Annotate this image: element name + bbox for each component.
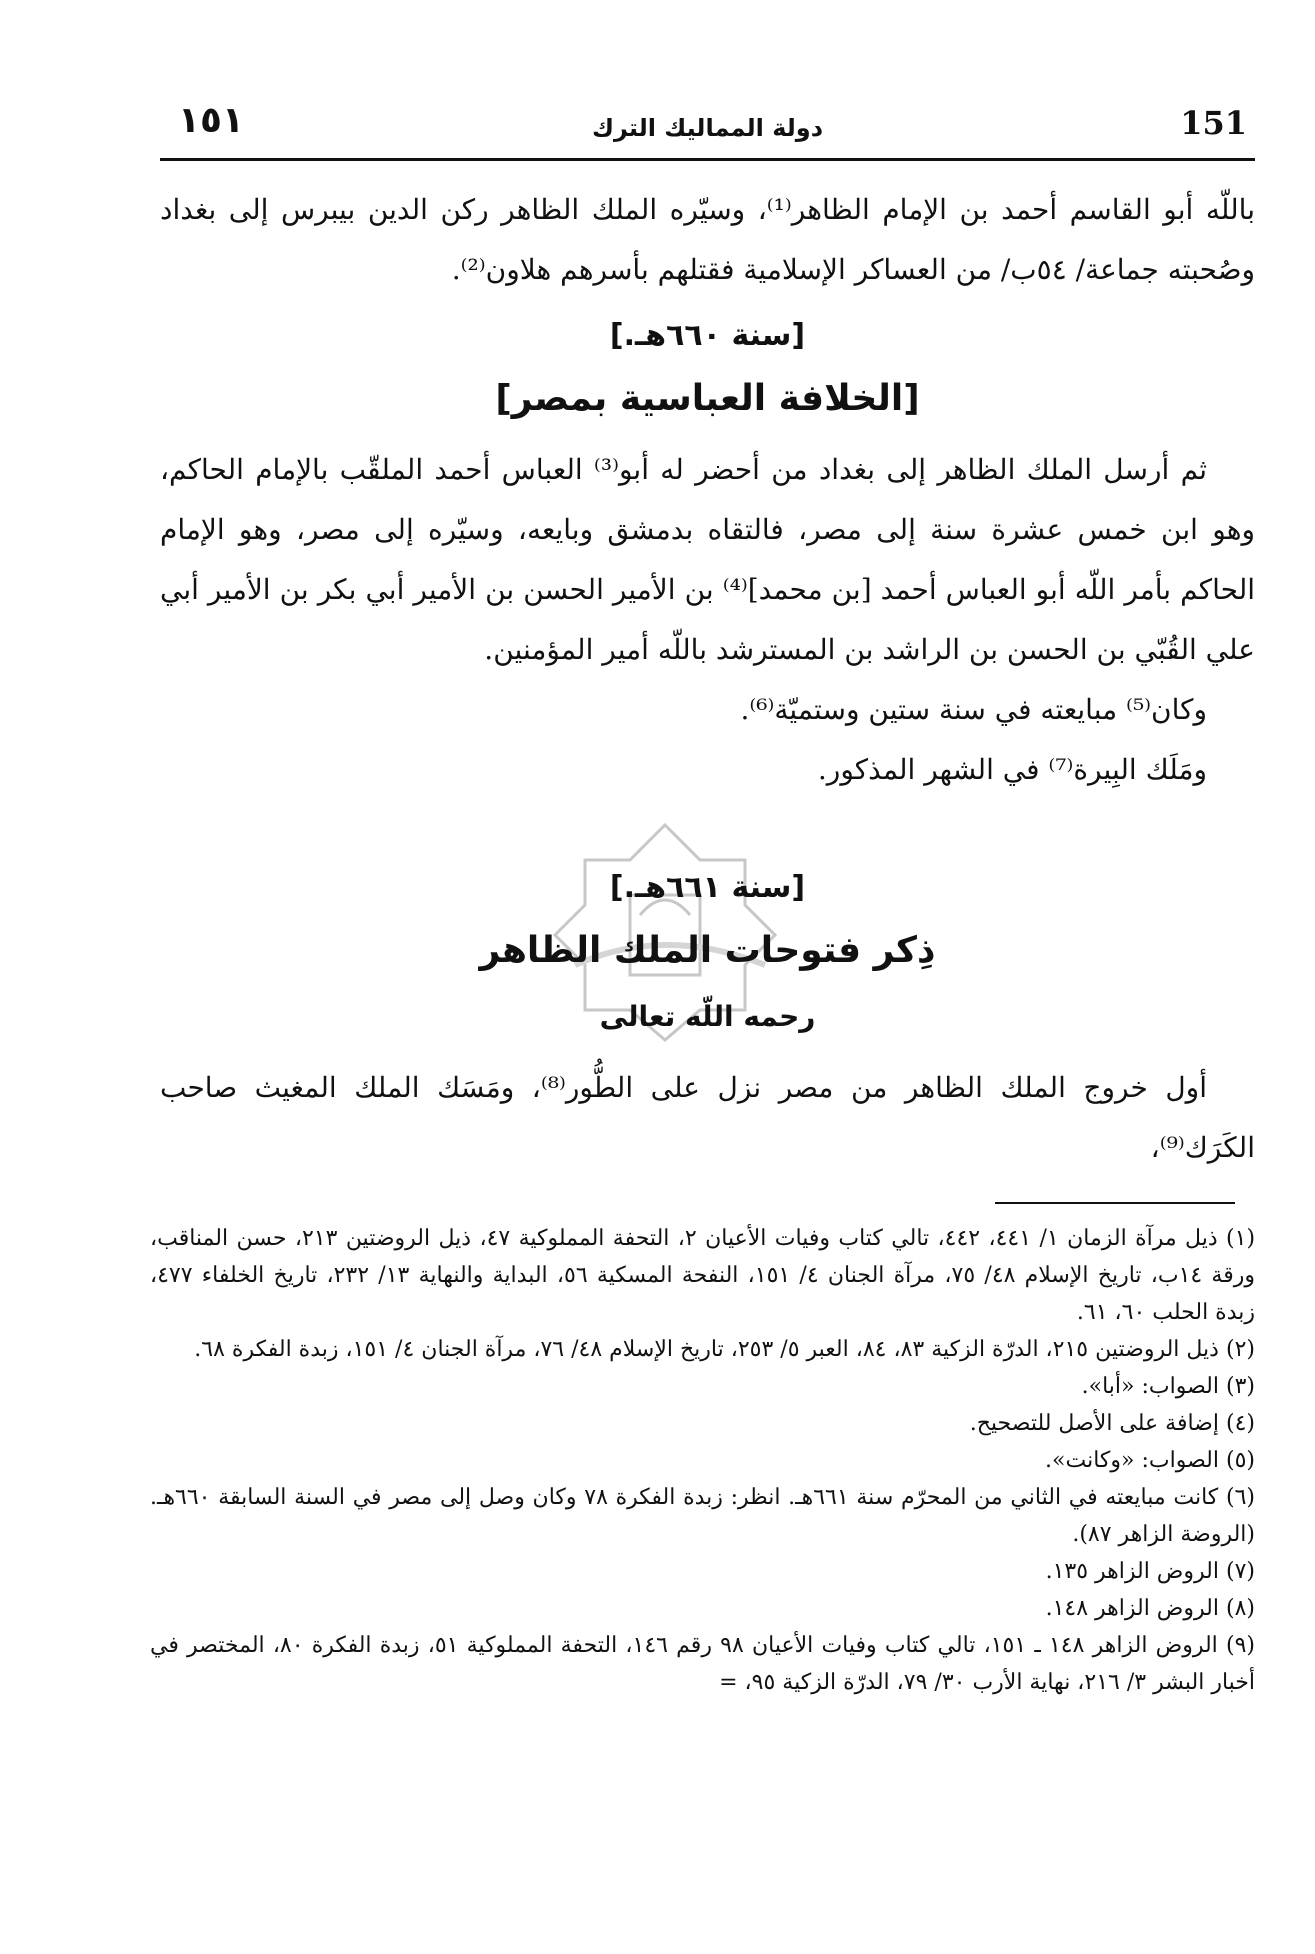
page-header	[160, 100, 1255, 160]
footnote-number: (٤)	[1225, 1411, 1255, 1436]
footnote-text: الصواب: «وكانت».	[1045, 1448, 1219, 1473]
paragraph-caliphate: ثم أرسل الملك الظاهر إلى بغداد من أحضر له أبو⁽³⁾ العباس أحمد الملقّب بالإمام الحاكم، وهو ابن خمس عشرة سنة إلى مصر، فالتقاه بدمشق وبايعه، وسيّره إلى مصر، وهو الإمام الحاكم بأمر اللّه أبو العباس أحمد [بن محمد]⁽⁴⁾ بن الأمير الحسن بن الأمير أبي بكر بن الأمير أبي علي القُبّي بن الحسن بن الراشد بن المسترشد باللّه أمير المؤمنين.	[160, 453, 1255, 666]
footnotes	[150, 1220, 1255, 1701]
page-number-arabic: ١٥١	[178, 100, 244, 141]
first-campaign-section	[160, 1058, 1255, 1178]
footnote-5	[150, 1442, 1255, 1479]
footnote-text: الصواب: «أبا».	[1081, 1374, 1219, 1399]
footnote-number: (١)	[1226, 1226, 1256, 1251]
footnote-4	[150, 1405, 1255, 1442]
header-rule	[160, 158, 1255, 161]
opening-paragraph-block	[160, 180, 1255, 300]
footnote-8	[150, 1590, 1255, 1627]
footnote-text: الروض الزاهر ١٤٨.	[1045, 1596, 1219, 1621]
footnote-number: (٨)	[1225, 1596, 1255, 1621]
footnote-separator	[160, 1202, 1235, 1204]
footnote-number: (٩)	[1226, 1633, 1256, 1658]
subheading-mercy: رحمه اللّه تعالى	[599, 1000, 816, 1033]
footnote-number: (٢)	[1225, 1337, 1255, 1362]
footnote-6	[150, 1479, 1255, 1553]
footnote-7	[150, 1553, 1255, 1590]
heading-abbasid-caliphate: [الخلافة العباسية بمصر]	[495, 378, 920, 419]
footnote-text: الروض الزاهر ١٤٨ ـ ١٥١، تالي كتاب وفيات الأعيان ٩٨ رقم ١٤٦، التحفة المملوكية ٥١، زبدة الفكرة ٨٠، المختصر في أخبار البشر ٣/ ٢١٦، نهاية الأرب ٣٠/ ٧٩، الدرّة الزكية ٩٥، =	[150, 1633, 1255, 1695]
paragraph-bira: ومَلَك البِيرة⁽⁷⁾ في الشهر المذكور.	[817, 753, 1207, 786]
footnote-text: إضافة على الأصل للتصحيح.	[969, 1411, 1219, 1436]
footnote-text: الروض الزاهر ١٣٥.	[1045, 1559, 1219, 1584]
paragraph-first-campaign: أول خروج الملك الظاهر من مصر نزل على الطُّور⁽⁸⁾، ومَسَك الملك المغيث صاحب الكَرَك⁽⁹⁾،	[160, 1071, 1255, 1164]
footnote-3	[150, 1368, 1255, 1405]
footnote-number: (٧)	[1225, 1559, 1255, 1584]
footnote-text: ذيل مرآة الزمان ١/ ٤٤١، ٤٤٢، تالي كتاب وفيات الأعيان ٢، التحفة المملوكية ٤٧، ذيل الروضتين ٢١٣، حسن المناقب، ورقة ١٤ب، تاريخ الإسلام ٤٨/ ٧٥، مرآة الجنان ٤/ ١٥١، النفحة المسكية ٥٦، البداية والنهاية ١٣/ ٢٣٢، تاريخ الخلفاء ٤٧٧، زبدة الحلب ٦٠، ٦١.	[150, 1226, 1255, 1325]
footnote-9	[150, 1627, 1255, 1701]
footnote-text: كانت مبايعته في الثاني من المحرّم سنة ٦٦١هـ. انظر: زبدة الفكرة ٧٨ وكان وصل إلى مصر في السنة السابقة ٦٦٠هـ. (الروضة الزاهر ٨٧).	[150, 1485, 1255, 1547]
heading-conquests: ذِكر فتوحات الملك الظاهر	[479, 930, 936, 971]
year-heading-661: [سنة ٦٦١هـ.]	[609, 870, 806, 905]
footnote-number: (٣)	[1225, 1374, 1255, 1399]
page-number-latin: 151	[1180, 104, 1247, 142]
footnote-2	[150, 1331, 1255, 1368]
year-heading-660: [سنة ٦٦٠هـ.]	[609, 318, 806, 353]
footnote-number: (٦)	[1225, 1485, 1255, 1510]
footnote-text: ذيل الروضتين ٢١٥، الدرّة الزكية ٨٣، ٨٤، العبر ٥/ ٢٥٣، تاريخ الإسلام ٤٨/ ٧٦، مرآة الجنان ٤/ ١٥١، زبدة الفكرة ٦٨.	[194, 1337, 1219, 1362]
opening-paragraph: باللّه أبو القاسم أحمد بن الإمام الظاهر⁽¹⁾، وسيّره الملك الظاهر ركن الدين بيبرس إلى بغداد وصُحبته جماعة/ ٥٤ب/ من العساكر الإسلامية فقتلهم بأسرهم هلاون⁽²⁾.	[160, 193, 1255, 286]
footnote-number: (٥)	[1225, 1448, 1255, 1473]
caliphate-section	[160, 440, 1255, 800]
paragraph-oath: وكان⁽⁵⁾ مبايعته في سنة ستين وستميّة⁽⁶⁾.	[740, 693, 1207, 726]
footnote-1	[150, 1220, 1255, 1331]
running-title: دولة المماليك الترك	[591, 114, 824, 142]
